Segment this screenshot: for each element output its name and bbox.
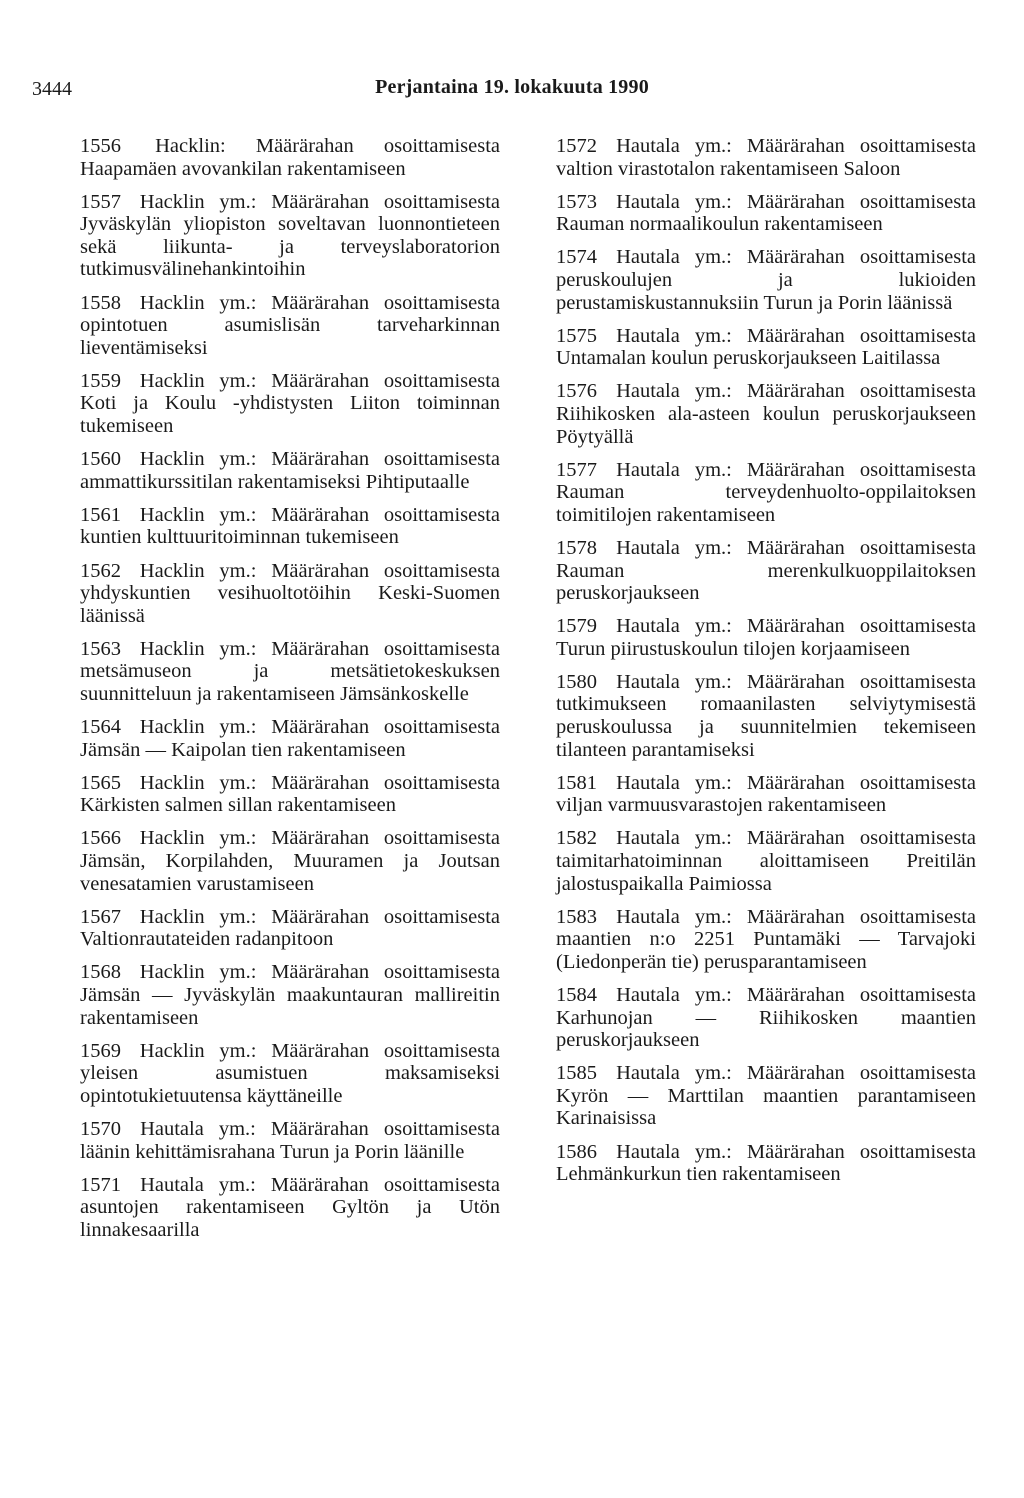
motion-entry bbox=[80, 448, 500, 493]
motion-number: 1561 bbox=[80, 503, 121, 526]
motion-title: Hacklin ym.: Määrärahan osoittamisesta Valtionrautateiden radanpitoon bbox=[80, 905, 500, 951]
motion-title: Hacklin ym.: Määrärahan osoittamisesta Jämsän — Jyväskylän maakuntauran mallireitin rakentamiseen bbox=[80, 961, 500, 1029]
motion-entry bbox=[556, 459, 976, 527]
motion-number: 1559 bbox=[80, 369, 121, 392]
motion-entry bbox=[80, 135, 500, 180]
motion-number: 1556 bbox=[80, 135, 121, 157]
motion-title: Hautala ym.: Määrärahan osoittamisesta taimitarhatoiminnan aloittamiseen Preitilän jalostuspaikalla Paimiossa bbox=[556, 827, 977, 895]
motion-title: Hacklin ym.: Määrärahan osoittamisesta metsämuseon ja metsätietokeskuksen suunnitteluun ja rakentamiseen Jämsänkoskelle bbox=[80, 637, 500, 705]
motion-number: 1586 bbox=[556, 1140, 597, 1163]
motion-entry bbox=[80, 560, 500, 628]
motion-number: 1563 bbox=[80, 637, 121, 660]
motion-entry bbox=[80, 1040, 500, 1108]
motion-entry bbox=[556, 827, 976, 895]
motion-entry bbox=[80, 191, 500, 281]
motion-title: Hautala ym.: Määrärahan osoittamisesta Lehmänkurkun tien rakentamiseen bbox=[556, 1140, 977, 1186]
motion-number: 1569 bbox=[80, 1039, 121, 1062]
motion-title: Hacklin ym.: Määrärahan osoittamisesta Koti ja Koulu -yhdistysten Liiton toiminnan tukemiseen bbox=[80, 369, 500, 438]
motion-number: 1571 bbox=[80, 1173, 121, 1196]
motion-number: 1572 bbox=[556, 135, 597, 157]
motion-number: 1574 bbox=[556, 246, 597, 269]
motion-title: Hautala ym.: Määrärahan osoittamisesta Turun piirustuskoulun tilojen korjaamiseen bbox=[556, 615, 977, 660]
motion-number: 1567 bbox=[80, 905, 121, 928]
motion-title: Hautala ym.: Määrärahan osoittamisesta Rauman merenkulkuoppilaitoksen peruskorjaukseen bbox=[556, 536, 977, 605]
motion-title: Hautala ym.: Määrärahan osoittamisesta Riihikosken ala-asteen koulun peruskorjaukseen Pöytyällä bbox=[556, 380, 977, 448]
motion-number: 1566 bbox=[80, 827, 121, 850]
motion-entry bbox=[556, 135, 976, 180]
motion-entry bbox=[80, 292, 500, 360]
motion-title: Hautala ym.: Määrärahan osoittamisesta valtion virastotalon rakentamiseen Saloon bbox=[556, 135, 977, 180]
motion-entry bbox=[80, 772, 500, 817]
motion-title: Hacklin ym.: Määrärahan osoittamisesta ammattikurssitilan rakentamiseksi Pihtiputaalle bbox=[80, 448, 500, 493]
motion-entry bbox=[556, 380, 976, 448]
motion-title: Hacklin ym.: Määrärahan osoittamisesta kuntien kulttuuritoiminnan tukemiseen bbox=[80, 503, 500, 549]
motion-entry bbox=[556, 1141, 976, 1186]
motion-entry bbox=[556, 1062, 976, 1130]
motion-title: Hautala ym.: Määrärahan osoittamisesta viljan varmuusvarastojen rakentamiseen bbox=[556, 771, 977, 817]
left-column bbox=[80, 135, 500, 1252]
motion-title: Hacklin: Määrärahan osoittamisesta Haapamäen avovankilan rakentamiseen bbox=[80, 135, 500, 180]
motion-entry bbox=[80, 906, 500, 951]
motion-title: Hacklin ym.: Määrärahan osoittamisesta yleisen asumistuen maksamiseksi opintotukietuutensa käyttäneille bbox=[80, 1039, 500, 1107]
motion-entry bbox=[80, 1118, 500, 1163]
motion-title: Hautala ym.: Määrärahan osoittamisesta Rauman terveydenhuolto-oppilaitoksen toimitilojen rakentamiseen bbox=[556, 458, 977, 526]
motion-entry bbox=[556, 325, 976, 370]
motion-entry bbox=[556, 671, 976, 761]
motion-number: 1558 bbox=[80, 291, 121, 314]
motion-title: Hautala ym.: Määrärahan osoittamisesta maantien n:o 2251 Puntamäki — Tarvajoki (Liedonperän tie) perusparantamiseen bbox=[556, 905, 977, 973]
motion-title: Hautala ym.: Määrärahan osoittamisesta asuntojen rakentamiseen Gyltön ja Utön linnakesaarilla bbox=[80, 1173, 501, 1241]
motion-entry bbox=[556, 537, 976, 605]
motion-number: 1564 bbox=[80, 716, 121, 739]
motion-number: 1581 bbox=[556, 771, 597, 794]
page-number: 3444 bbox=[32, 78, 72, 100]
motion-title: Hautala ym.: Määrärahan osoittamisesta Rauman normaalikoulun rakentamiseen bbox=[556, 190, 977, 236]
page-header-date: Perjantaina 19. lokakuuta 1990 bbox=[375, 76, 649, 98]
motion-title: Hacklin ym.: Määrärahan osoittamisesta Jämsän, Korpilahden, Muuramen ja Joutsan venesatamien varustamiseen bbox=[80, 827, 500, 895]
motion-number: 1565 bbox=[80, 771, 121, 794]
motion-title: Hacklin ym.: Määrärahan osoittamisesta Jämsän — Kaipolan tien rakentamiseen bbox=[80, 716, 500, 761]
motion-number: 1584 bbox=[556, 984, 597, 1006]
motion-number: 1579 bbox=[556, 615, 597, 638]
motion-entry bbox=[556, 615, 976, 660]
motion-number: 1578 bbox=[556, 536, 597, 559]
motion-entry bbox=[556, 772, 976, 817]
motion-number: 1585 bbox=[556, 1062, 597, 1085]
motion-number: 1570 bbox=[80, 1117, 121, 1140]
motion-number: 1562 bbox=[80, 559, 121, 582]
motion-number: 1568 bbox=[80, 961, 121, 984]
motion-number: 1582 bbox=[556, 827, 597, 850]
motion-title: Hautala ym.: Määrärahan osoittamisesta Untamalan koulun peruskorjaukseen Laitilassa bbox=[556, 324, 977, 370]
motion-entry bbox=[556, 246, 976, 314]
motion-number: 1580 bbox=[556, 670, 597, 693]
motion-number: 1557 bbox=[80, 190, 121, 213]
motion-number: 1573 bbox=[556, 190, 597, 213]
motion-entry bbox=[80, 827, 500, 895]
motion-number: 1575 bbox=[556, 324, 597, 347]
motion-title: Hautala ym.: Määrärahan osoittamisesta Kyrön — Marttilan maantien parantamiseen Karinaisissa bbox=[556, 1062, 977, 1130]
motion-title: Hautala ym.: Määrärahan osoittamisesta läänin kehittämisrahana Turun ja Porin läänille bbox=[80, 1117, 501, 1163]
motion-entry bbox=[80, 716, 500, 761]
motion-number: 1576 bbox=[556, 380, 597, 403]
motion-title: Hautala ym.: Määrärahan osoittamisesta peruskoulujen ja lukioiden perustamiskustannuksiin Turun ja Porin läänissä bbox=[556, 246, 977, 314]
motion-number: 1560 bbox=[80, 448, 121, 471]
motion-title: Hacklin ym.: Määrärahan osoittamisesta Kärkisten salmen sillan rakentamiseen bbox=[80, 771, 500, 817]
motion-entry bbox=[556, 984, 976, 1052]
motion-title: Hautala ym.: Määrärahan osoittamisesta Karhunojan — Riihikosken maantien peruskorjaukseen bbox=[556, 984, 977, 1052]
motion-entry bbox=[80, 638, 500, 706]
motion-entry bbox=[80, 961, 500, 1029]
motion-title: Hacklin ym.: Määrärahan osoittamisesta opintotuen asumislisän tarveharkinnan lieventämiseksi bbox=[80, 291, 500, 359]
motion-title: Hacklin ym.: Määrärahan osoittamisesta yhdyskuntien vesihuoltotöihin Keski-Suomen läänissä bbox=[80, 559, 500, 627]
motion-entry bbox=[80, 504, 500, 549]
motion-number: 1577 bbox=[556, 458, 597, 481]
motion-entry bbox=[80, 370, 500, 438]
motion-entry bbox=[556, 906, 976, 974]
motion-number: 1583 bbox=[556, 905, 597, 928]
motion-title: Hautala ym.: Määrärahan osoittamisesta tutkimukseen romaanilasten selviytymisestä peruskoulussa ja suunnitelmien tekemiseen tilanteen parantamiseksi bbox=[556, 670, 977, 761]
right-column bbox=[556, 135, 976, 1196]
motion-entry bbox=[80, 1174, 500, 1242]
motion-title: Hacklin ym.: Määrärahan osoittamisesta Jyväskylän yliopiston soveltavan luonnontieteen sekä liikunta- ja terveyslaboratorion tutkimusvälinehankintoihin bbox=[80, 190, 500, 281]
motion-entry bbox=[556, 191, 976, 236]
